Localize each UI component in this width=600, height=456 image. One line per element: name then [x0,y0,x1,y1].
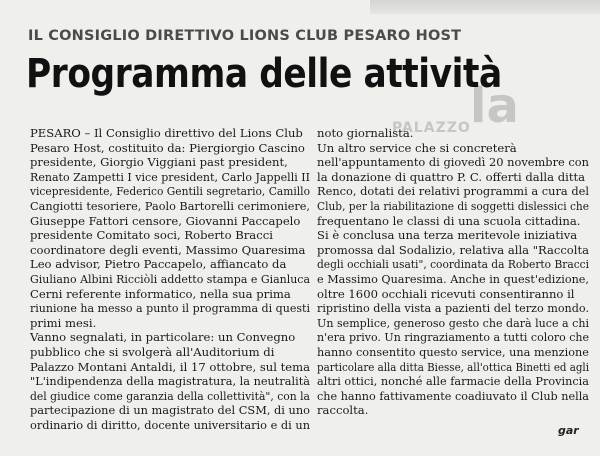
article-text-line: frequentano le classi di una scuola cittadina. [317,213,581,228]
article-text-line: riunione ha messo a punto il programma di questi [30,301,310,316]
article-text-line: Giuliano Albini Ricciòli addetto stampa e Gianluca [30,271,310,286]
article-text-line: Vanno segnalati, in particolare: un Convegno [30,330,296,345]
article-text-line: Giuseppe Fattori censore, Giovanni Paccapelo [30,213,301,228]
article-text-line: pubblico che si svolgerà all'Auditorium di [30,344,275,359]
article-text-line: n'era privo. Un ringraziamento a tutti coloro che [317,330,589,345]
article-text-line: primi mesi. [30,315,97,330]
article-text-line: Si è conclusa una terza meritevole iniziativa [317,228,578,243]
article-text-line: e Massimo Quaresima. Anche in quest'edizione, [317,271,589,286]
article-text-line: particolare alla ditta Biesse, all'ottica Binetti ed agli [317,359,589,374]
article-text-line: Cangiotti tesoriere, Paolo Bartorelli cerimoniere, [30,198,310,213]
article-text-line: ripristino della vista a pazienti del terzo mondo. [317,301,589,316]
article-text-line: raccolta. [317,403,369,418]
article-text-line: hanno consentito questo service, una menzione [317,344,589,359]
article-text-line: Un semplice, generoso gesto che darà luce a chi [317,315,589,330]
article-text-line: Un altro service che si concreterà [317,140,517,155]
bleed-through-text: PALAZZO [392,120,471,136]
article-text-line: del giudice come garanzia della collettività", con la [30,388,310,403]
article-kicker: IL CONSIGLIO DIRETTIVO LIONS CLUB PESARO HOST [28,28,462,44]
adjacent-page-edge [370,0,600,14]
article-text-line: Club, per la riabilitazione di soggetti dislessici che [317,198,589,213]
article-text-line: noto giornalista. [317,126,414,140]
article-text-line: coordinatore degli eventi, Massimo Quaresima [30,242,306,257]
article-text-line: nell'appuntamento di giovedì 20 novembre con [317,155,589,170]
article-text-line: promossa dal Sodalizio, relativa alla "Raccolta [317,242,589,257]
article-column-right [317,126,589,418]
bleed-through-text: la [470,78,519,134]
article-text-line: Leo advisor, Pietro Paccapelo, affiancato da [30,257,287,272]
article-text-line: presidente, Giorgio Viggiani past president, [30,155,288,170]
article-text-line: la donazione di quattro P. C. offerti dalla ditta [317,169,586,184]
article-text-line: Palazzo Montani Antaldi, il 17 ottobre, sul tema [30,359,310,374]
article-text-line: presidente Comitato soci, Roberto Bracci [30,228,273,243]
author-signature: gar [558,424,579,437]
article-text-line: ordinario di diritto, docente universitario e di un [30,417,310,432]
article-text-line: degli occhiali usati", coordinata da Roberto Bracci [317,257,589,272]
article-text-line: "L'indipendenza della magistratura, la neutralità [30,374,310,389]
article-text-line: Renato Zampetti I vice president, Carlo Jappelli II [30,169,310,184]
article-text-line: Cerni referente informatico, nella sua prima [30,286,291,301]
article-text-line: oltre 1600 occhiali ricevuti consentiranno il [317,286,575,301]
article-column-left [30,126,310,432]
article-text-line: Pesaro Host, costituito da: Piergiorgio Cascino [30,140,305,155]
article-text-line: partecipazione di un magistrato del CSM, di uno [30,403,310,418]
article-text-line: altri ottici, nonché alle farmacie della Provincia [317,374,589,389]
article-text-line: vicepresidente, Federico Gentili segretario, Camillo [30,184,310,199]
article-headline: Programma delle attività [26,51,502,97]
article-text-line: Renco, dotati dei relativi programmi a cura del [317,184,589,199]
article-text-line: che hanno fattivamente coadiuvato il Club nella [317,388,589,403]
article-text-line: PESARO – Il Consiglio direttivo del Lions Club [30,126,303,140]
